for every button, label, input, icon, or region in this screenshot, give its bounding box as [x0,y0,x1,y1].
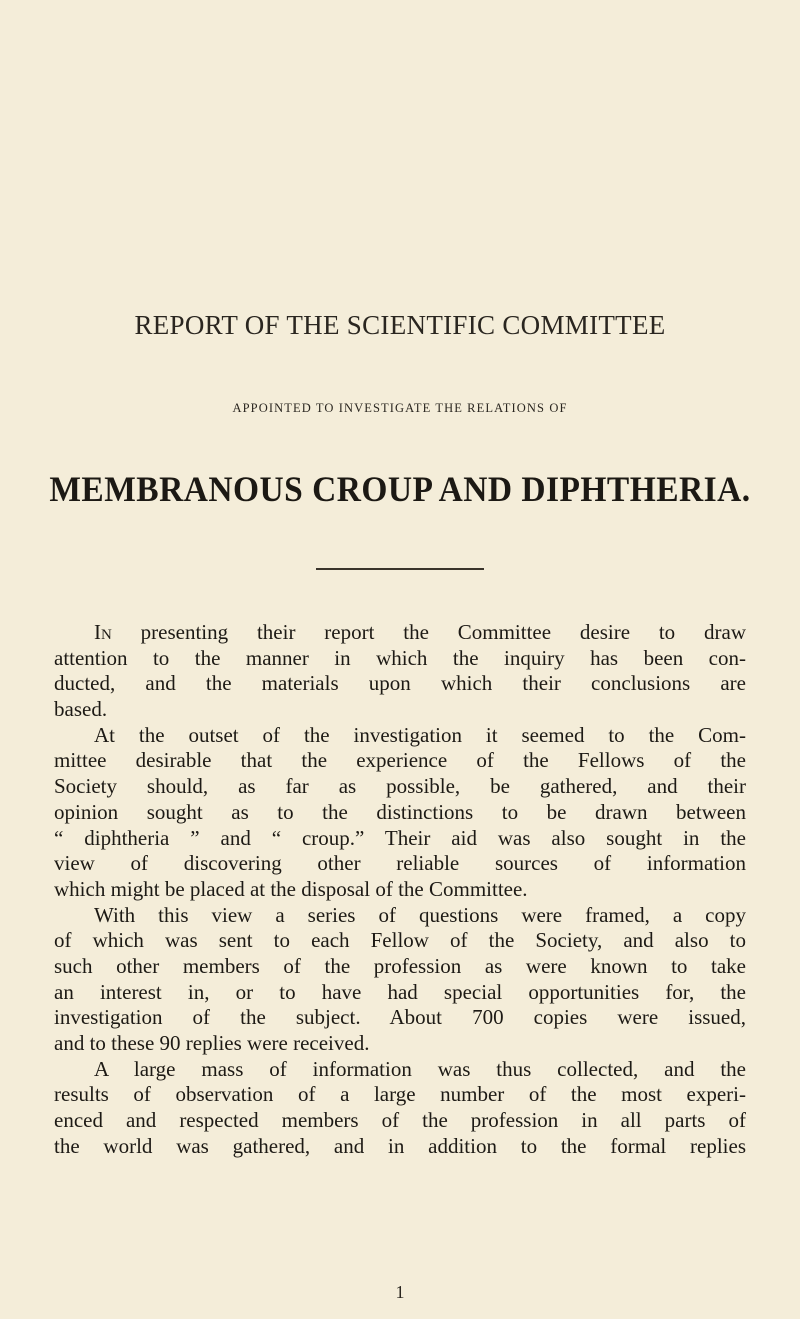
paragraph-2-line: opinion sought as to the distinctions to be drawn between [54,799,746,824]
report-heading: MEMBRANOUS CROUP AND DIPHTHERIA. [49,469,751,509]
paragraph-2-line: Society should, as far as possible, be gathered, and their [54,774,746,799]
paragraph-4-line: A large mass of information was thus collected, and the [94,1056,746,1081]
paragraph-3-line: an interest in, or to have had special opportunities for, the [54,979,746,1004]
report-subtitle: APPOINTED TO INVESTIGATE THE RELATIONS OF [232,401,568,415]
paragraph-1-line: ducted, and the materials upon which their conclusions are [54,671,746,696]
paragraph-3-line: With this view a series of questions were framed, a copy [94,902,746,927]
paragraph-2-line: view of discovering other reliable sources of information [54,851,746,876]
paragraph-2-line: At the outset of the investigation it seemed to the Com- [94,722,746,747]
paragraph-3-line: investigation of the subject. About 700 copies were issued, [54,1005,746,1030]
paragraph-1-line [54,620,746,646]
paragraph-1-line-text: presenting their report the Committee desire to draw [111,620,746,644]
paragraph-4-line: results of observation of a large number of the most experi- [54,1082,746,1107]
paragraph-2-line: mittee desirable that the experience of the Fellows of the [54,748,746,773]
paragraph-1-line: attention to the manner in which the inquiry has been con- [54,645,746,670]
page-number: 1 [395,1282,405,1302]
paragraph-3-line: and to these 90 replies were received. [54,1031,370,1055]
section-divider [316,568,484,570]
paragraph-3-line: of which was sent to each Fellow of the Society, and also to [54,928,746,953]
report-body [54,620,746,1159]
paragraph-3-line: such other members of the profession as were known to take [54,953,746,978]
report-title: REPORT OF THE SCIENTIFIC COMMITTEE [134,310,666,340]
paragraph-1-first-word: In [94,620,112,644]
paragraph-2-line: “ diphtheria ” and “ croup.” Their aid was also sought in the [54,825,746,850]
paragraph-1-line: based. [54,697,108,722]
paragraph-4-line: enced and respected members of the profession in all parts of [54,1108,746,1133]
paragraph-2-line: which might be placed at the disposal of the Committee. [54,876,528,901]
paragraph-4-line: the world was gathered, and in addition to the formal replies [54,1133,746,1158]
